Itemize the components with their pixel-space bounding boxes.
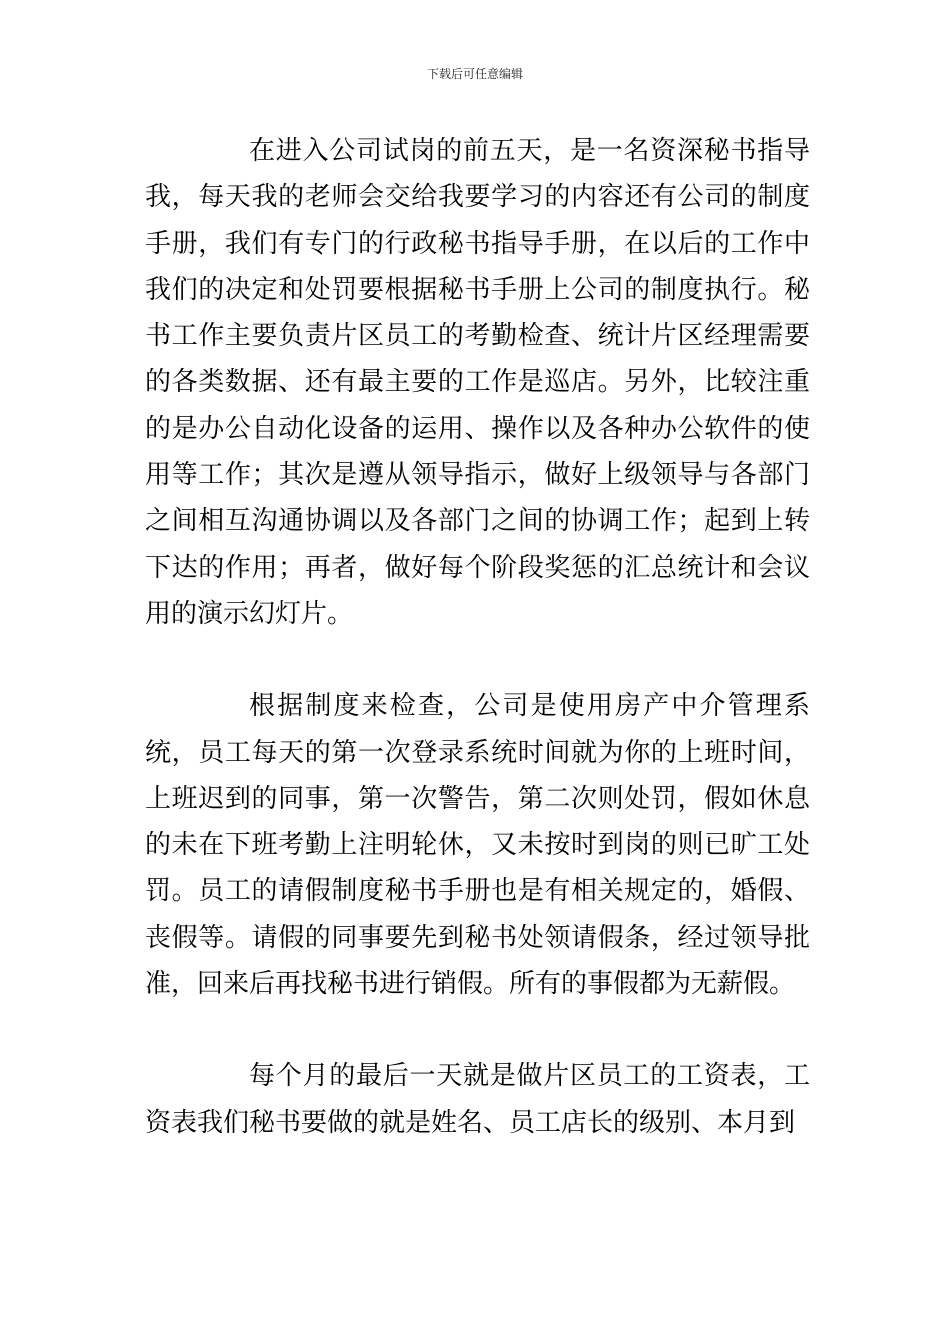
paragraph-3: 每个月的最后一天就是做片区员工的工资表，工资表我们秘书要做的就是姓名、员工店长的级别、本月到 <box>145 1061 810 1138</box>
paragraph-1: 在进入公司试岗的前五天，是一名资深秘书指导我，每天我的老师会交给我要学习的内容还有公司的制度手册，我们有专门的行政秘书指导手册，在以后的工作中我们的决定和处罚要根据秘书手册上公司的制度执行。秘书工作主要负责片区员工的考勤检查、统计片区经理需要的各类数据、还有最主要的工作是巡店。另外，比较注重的是办公自动化设备的运用、操作以及各种办公软件的使用等工作；其次是遵从领导指示，做好上级领导与各部门之间相互沟通协调以及各部门之间的协调工作；起到上转下达的作用；再者，做好每个阶段奖惩的汇总统计和会议用的演示幻灯片。 <box>145 136 810 629</box>
document-body <box>145 128 810 1146</box>
paragraph-2: 根据制度来检查，公司是使用房产中介管理系统，员工每天的第一次登录系统时间就为你的上班时间，上班迟到的同事，第一次警告，第二次则处罚，假如休息的未在下班考勤上注明轮休，又未按时到岗的则已旷工处罚。员工的请假制度秘书手册也是有相关规定的，婚假、丧假等。请假的同事要先到秘书处领请假条，经过领导批准，回来后再找秘书进行销假。所有的事假都为无薪假。 <box>145 691 810 1000</box>
header-note: 下载后可任意编辑 <box>426 67 523 81</box>
